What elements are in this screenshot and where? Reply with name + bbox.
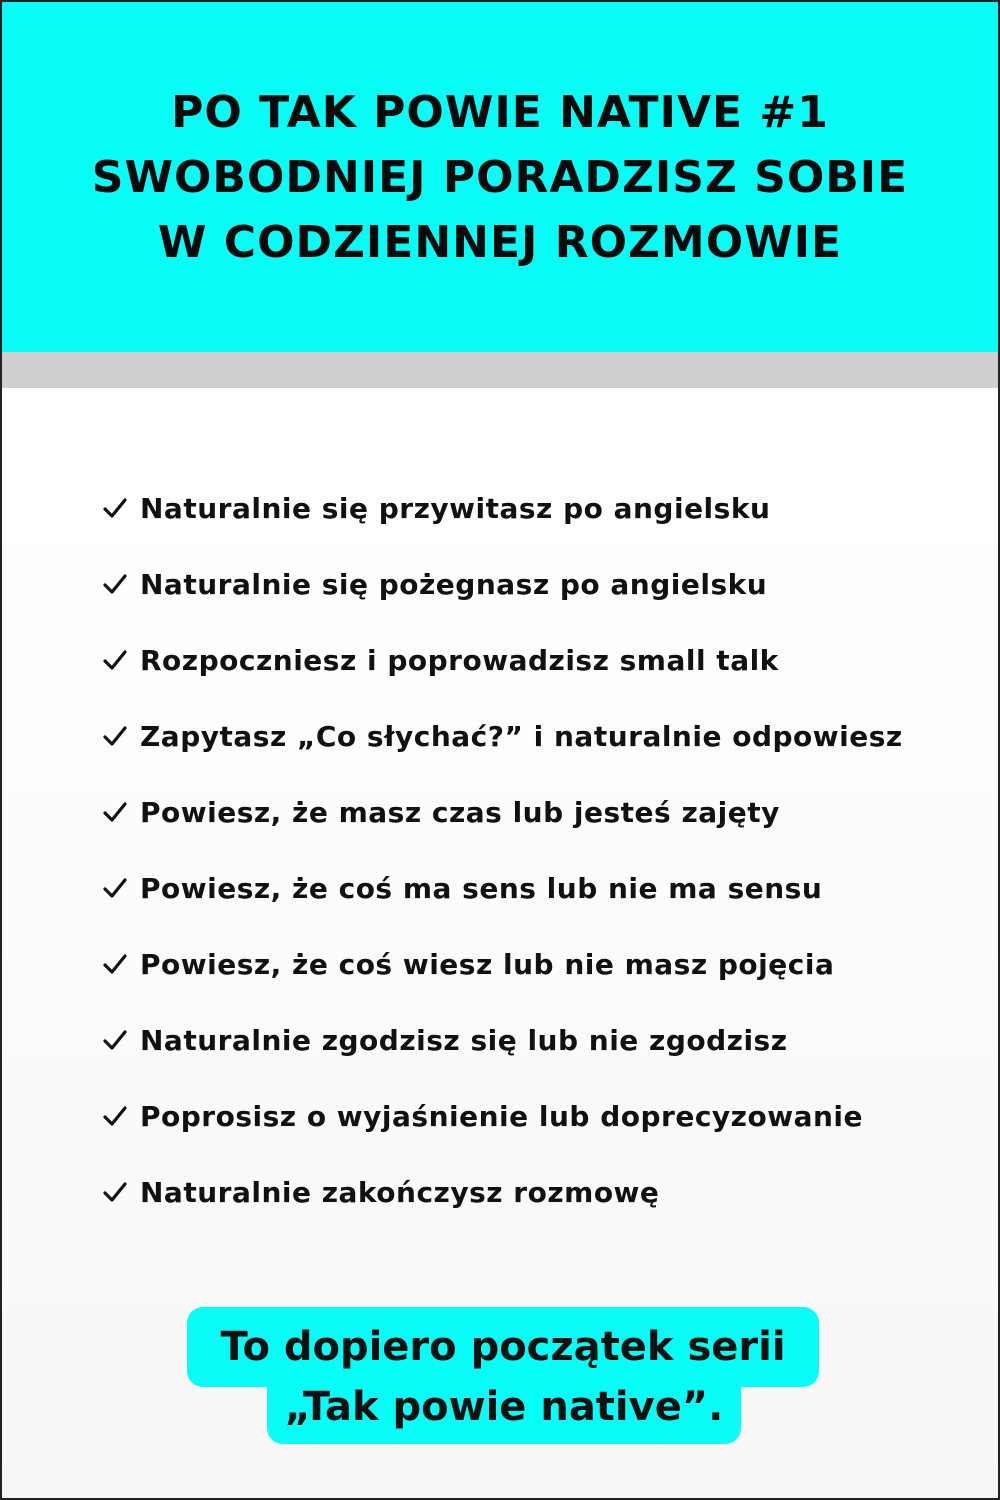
title-line: W CODZIENNEJ ROZMOWIE (157, 217, 843, 268)
list-item (102, 622, 903, 698)
check-icon (102, 647, 128, 673)
check-icon (102, 1179, 128, 1205)
list-item-text: Powiesz, że masz czas lub jesteś zajęty (140, 795, 780, 829)
list-item (102, 850, 903, 926)
list-item-text: Zapytasz „Co słychać?” i naturalnie odpowiesz (140, 719, 903, 753)
check-icon (102, 951, 128, 977)
check-icon (102, 723, 128, 749)
list-item (102, 1002, 903, 1078)
check-icon (102, 875, 128, 901)
list-item (102, 1078, 903, 1154)
list-item-text: Rozpoczniesz i poprowadzisz small talk (140, 643, 779, 677)
list-item (102, 1154, 903, 1230)
title-line: PO TAK POWIE NATIVE #1 (171, 87, 829, 138)
list-item-text: Naturalnie się pożegnasz po angielsku (140, 567, 768, 601)
list-item (102, 774, 903, 850)
list-item (102, 470, 903, 546)
list-item-text: Powiesz, że coś wiesz lub nie masz pojęcia (140, 947, 835, 981)
series-callout-line: „Tak powie native”. (267, 1370, 741, 1444)
header-banner (2, 2, 998, 352)
check-icon (102, 799, 128, 825)
list-item (102, 926, 903, 1002)
header-shadow-band (2, 352, 998, 388)
check-icon (102, 1027, 128, 1053)
check-icon (102, 571, 128, 597)
list-item (102, 546, 903, 622)
series-callout-line: To dopiero początek serii (187, 1307, 819, 1387)
list-item-text: Naturalnie się przywitasz po angielsku (140, 491, 771, 525)
check-icon (102, 495, 128, 521)
list-item (102, 698, 903, 774)
list-item-text: Poprosisz o wyjaśnienie lub doprecyzowanie (140, 1099, 863, 1133)
page-title (2, 80, 998, 275)
check-icon (102, 1103, 128, 1129)
title-line: SWOBODNIEJ PORADZISZ SOBIE (91, 152, 909, 203)
list-item-text: Naturalnie zgodzisz się lub nie zgodzisz (140, 1023, 788, 1057)
list-item-text: Naturalnie zakończysz rozmowę (140, 1175, 660, 1209)
list-item-text: Powiesz, że coś ma sens lub nie ma sensu (140, 871, 823, 905)
benefits-checklist (102, 470, 903, 1230)
